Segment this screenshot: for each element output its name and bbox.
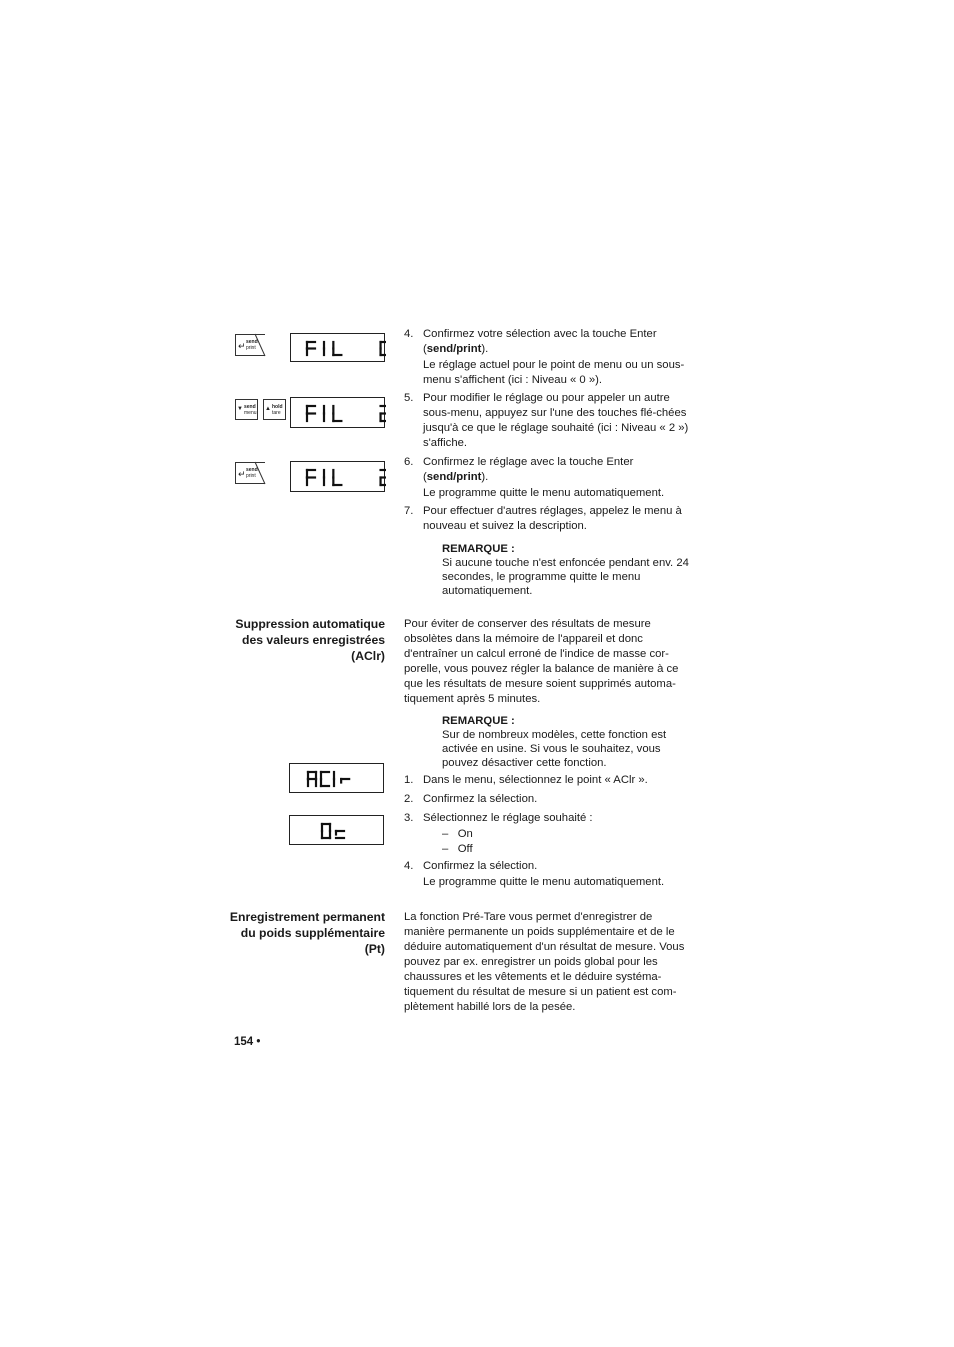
- step-text-post: ).: [481, 343, 489, 355]
- step-number: 5.: [404, 392, 414, 404]
- step-number: 4.: [404, 860, 414, 872]
- step-key-name: send/print: [426, 343, 482, 355]
- section-heading-pt: Enregistrement permanent du poids supplémentaire (Pt): [229, 910, 385, 956]
- section-paragraph-aclr: Pour éviter de conserver des résultats de mesure obsolètes dans la mémoire de l'appareil et donc d'entraîner un calcul erroné de l'indice de masse cor-porelle, vous pouvez régler la balance de manière à ce que les résultats de mesure soient supprimés automa-tiquement après 5 minutes.: [404, 618, 679, 705]
- step-number: 2.: [404, 793, 414, 805]
- down-arrow-key: [235, 399, 258, 420]
- down-key-label-bottom: menu: [244, 410, 257, 416]
- section-heading-aclr: Suppression automatique des valeurs enregistrées (AClr): [235, 617, 385, 663]
- step-text-pre: Confirmez le réglage avec la touche Enter (: [423, 456, 634, 483]
- lcd-fil-2b-glyphs: [291, 462, 386, 493]
- lcd-fil-2-glyphs: [291, 398, 386, 429]
- option-off: [442, 842, 473, 857]
- step-number: 3.: [404, 812, 414, 824]
- step-key-name: send/print: [426, 471, 482, 483]
- note-text: Si aucune touche n'est enfoncée pendant env. 24 secondes, le programme quitte le menu automatiquement.: [442, 557, 689, 597]
- lcd-on-glyphs: [290, 816, 385, 846]
- enter-key-2: [235, 462, 265, 484]
- step-6-top: [404, 455, 694, 501]
- option-dash: –: [442, 843, 449, 855]
- down-arrow-icon: ▼: [237, 406, 243, 412]
- step-text: Pour effectuer d'autres réglages, appelez le menu à nouveau et suivez la description.: [423, 505, 682, 532]
- up-key-label-top: hold: [272, 404, 283, 410]
- option-dash: –: [442, 828, 449, 840]
- enter-key: [235, 334, 265, 356]
- step-result: Le programme quitte le menu automatiquement.: [423, 876, 665, 888]
- down-key-label-top: send: [244, 404, 256, 410]
- svg-text:↵: ↵: [238, 342, 246, 352]
- lcd-display-fil-2-confirm: [290, 461, 385, 492]
- lcd-display-on: [289, 815, 384, 845]
- lcd-aclr-glyphs: [290, 764, 385, 794]
- lcd-display-aclr: [289, 763, 384, 793]
- step-text-pre: Confirmez votre sélection avec la touche Enter (: [423, 328, 657, 355]
- enter-key-label-top: send: [246, 339, 258, 345]
- step-text: Pour modifier le réglage ou pour appeler un autre sous-menu, appuyez sur l'une des touches flé-chées jusqu'à ce que le réglage souhaité (ici : Niveau « 2 ») s'affiche.: [423, 392, 689, 449]
- step-7-top: [404, 504, 694, 534]
- aclr-step-4: [404, 859, 694, 890]
- option-on: [442, 827, 473, 842]
- step-text: Confirmez la sélection.: [423, 793, 538, 805]
- step-number: 6.: [404, 456, 414, 468]
- up-arrow-icon: ▲: [265, 406, 271, 412]
- note-heading: REMARQUE :: [442, 715, 515, 727]
- aclr-step-2: [404, 792, 694, 807]
- step-text: Sélectionnez le réglage souhaité :: [423, 812, 593, 824]
- up-arrow-key: [263, 399, 286, 420]
- step-result: Le réglage actuel pour le point de menu ou un sous-menu s'affichent (ici : Niveau « 0 »).: [423, 359, 685, 386]
- enter-key-label-bottom: print: [246, 345, 256, 351]
- note-factory-setting: [442, 714, 694, 770]
- step-result: Le programme quitte le menu automatiquement.: [423, 487, 665, 499]
- aclr-step-3: [404, 811, 694, 826]
- aclr-step-1: [404, 773, 694, 788]
- lcd-fil-0-glyphs: [291, 334, 386, 363]
- note-text: Sur de nombreux modèles, cette fonction est activée en usine. Si vous le souhaitez, vous pouvez désactiver cette fonction.: [442, 729, 667, 769]
- step-text-post: ).: [481, 471, 489, 483]
- enter-key-2-label-bottom: print: [246, 473, 256, 479]
- step-number: 7.: [404, 505, 414, 517]
- step-number: 1.: [404, 774, 414, 786]
- step-text: [423, 455, 694, 485]
- lcd-display-fil-0: [290, 333, 385, 362]
- note-timeout: [442, 542, 694, 598]
- note-heading: REMARQUE :: [442, 543, 515, 555]
- step-text: Dans le menu, sélectionnez le point « AClr ».: [423, 774, 648, 786]
- option-label: On: [457, 828, 473, 840]
- lcd-display-fil-2: [290, 397, 385, 428]
- step-text: Confirmez la sélection.: [423, 860, 538, 872]
- option-label: Off: [457, 843, 473, 855]
- step-number: 4.: [404, 328, 414, 340]
- step-4-top: [404, 327, 694, 388]
- up-key-label-bottom: tare: [272, 410, 281, 416]
- page-number: 154 •: [234, 1036, 261, 1048]
- svg-text:↵: ↵: [238, 470, 246, 480]
- section-paragraph-pt: La fonction Pré-Tare vous permet d'enregistrer de manière permanente un poids supplémentaire et de le déduire automatiquement d'un résultat de mesure. Vous pouvez par ex. enregistrer un poids global pour les chaussures et les vêtements et le déduire systéma-tiquement du résultat de mesure si un patient est com-plètement habillé lors de la pesée.: [404, 911, 685, 1013]
- step-text: [423, 327, 694, 357]
- step-5-top: [404, 391, 694, 451]
- enter-key-2-label-top: send: [246, 467, 258, 473]
